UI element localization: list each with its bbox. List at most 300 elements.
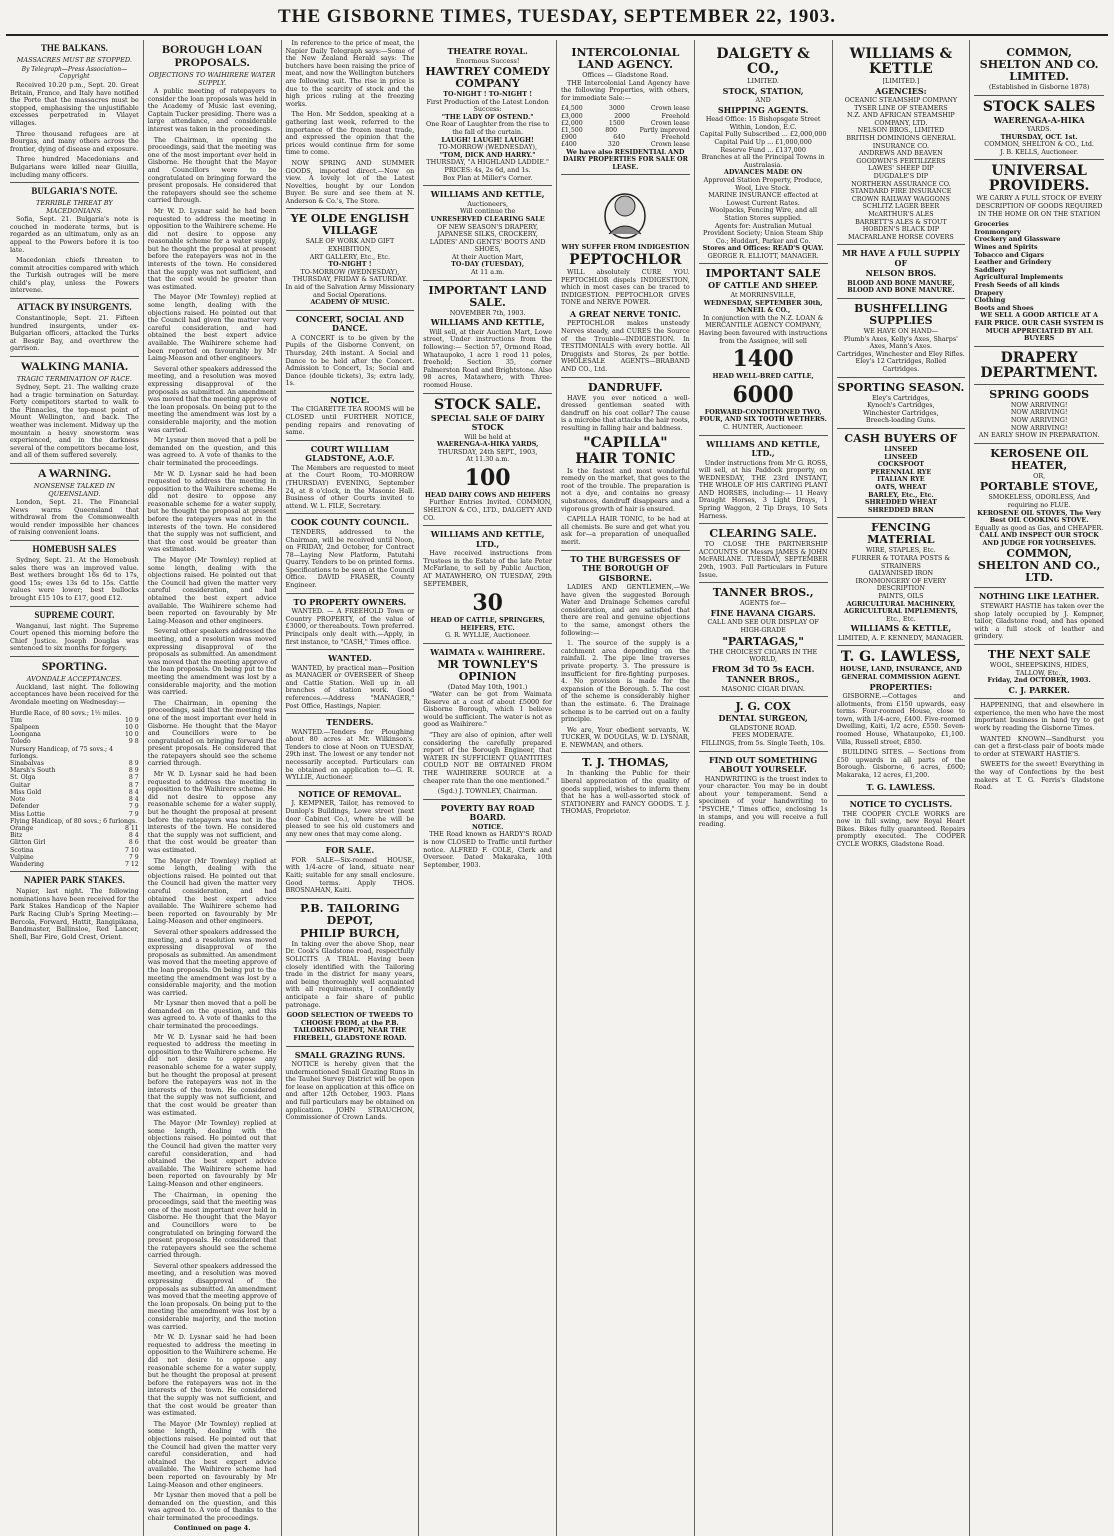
text-line: ADVANCES MADE ON <box>723 168 803 177</box>
text-line: COMMON, SHELTON & CO., Ltd. <box>984 140 1094 149</box>
text-line: MASONIC CIGAR DIVAN. <box>721 684 805 693</box>
masthead <box>6 0 1108 36</box>
text-line: WEDNESDAY, SEPTEMBER 30th, <box>703 298 823 307</box>
text-line: PORTABLE STOVE, <box>979 480 1099 494</box>
ad-cook-county <box>286 513 415 589</box>
subhead-massacres: MASSACRES MUST BE STOPPED. <box>16 56 132 64</box>
text-line: NOW ARRIVING! <box>1010 400 1068 409</box>
ad-drapery <box>974 346 1104 381</box>
headline-supreme-court: SUPREME COURT. <box>34 609 115 620</box>
text-line: Glitton Girl <box>10 839 46 847</box>
article-paragraph: Several other speakers addressed the meeting, and a resolution was moved expressing disapproval of the proposals as submitted. An amendment was moved that the meeting approve of the loan proposals. On being put to the meeting the amendment was lost by a considerable majority, and the motion was carried. <box>147 1261 277 1331</box>
text-line: INTERCOLONIAL LAND AGENCY. <box>571 46 680 71</box>
text-line: 8 4 <box>128 832 139 840</box>
text-line: 8 4 <box>128 796 139 804</box>
text-line: KEROSENE OIL STOVES, The Very Best OIL COOKING STOVE. <box>977 508 1101 525</box>
text-line: HAPPENING, that and elsewhere in experience, the men who have the most important business in hand try to get work by reading the Gisborne Times. <box>974 701 1104 732</box>
text-line: FIND OUT SOMETHING ABOUT YOURSELF. <box>709 754 818 775</box>
article-paragraph: Constantinople, Sept. 21. Fifteen hundred insurgents, under ex-Bulgarian officers, attacked the Turks at Besgir Bay, and overthrew the garrison. <box>10 314 139 353</box>
article-paragraph: Macedonian chiefs threaten to commit atrocities compared with which the Turkish outrages will be mere child's play, unless the Powers intervene. <box>10 256 139 295</box>
article-paragraph: The Mayor (Mr Townley) replied at some length, dealing with the objections raised. He pointed out that the Council had given the matter very careful consideration, and had obtained the best expert advice available. The Waihirere scheme had been reported on favourably by Mr Laing-Meason and other engineers. <box>147 1419 277 1489</box>
text-line: DALGETY & CO., <box>716 46 810 77</box>
ad-lawless <box>837 645 966 792</box>
text-line: Spalpeen <box>10 724 40 732</box>
headline-bulgaria-note: BULGARIA'S NOTE. <box>31 186 118 197</box>
text-line: 1500 <box>608 119 625 127</box>
text-line: HOBDEN'S BLACK DIP <box>862 225 939 234</box>
headline-balkans: THE BALKANS. <box>40 43 108 53</box>
text-line: WANTED, by practical man—Position as MANAGER or OVERSEER of Sheep and Cattle Station. Well up in all branches of station work. Good references.—Address "MANAGER," Post Office, Hastings, Napier. <box>285 663 415 710</box>
text-line: Loongana <box>10 731 41 739</box>
text-line: SPORTING SEASON. <box>837 380 965 394</box>
text-line: WANTED.—Tenders for Ploughing about 80 acres at Mr. Wilkinson's. Tenders to close at Noon on TUESDAY, 29th inst. The lowest or any tender not necessarily accepted. Particulars can be obtained on application to—G. R. WYLLIE, Auctioneer. <box>285 727 415 782</box>
text-line: Vulpine <box>10 853 34 861</box>
text-line: SHREDDED WHEAT <box>864 498 937 507</box>
text-line: TENDERS. <box>326 717 374 728</box>
text-line: ITALIAN RYE <box>877 475 925 484</box>
text-line: Defender <box>10 803 40 811</box>
text-line: Note <box>10 796 26 804</box>
text-line: PEPTOCHLOR makes unsteady Nerves steady, and CURES the Source of the Trouble—INDIGESTION. In TESTIMONIALS with every bottle. All Druggists and Stores, 2s per bottle. WHOLESALE AGENTS—BRABAND AND CO., Ltd. <box>561 319 690 373</box>
text-line: 100 <box>464 464 511 491</box>
text-line: Friday, 2nd OCTOBER, 1903. <box>987 676 1091 685</box>
text-line: Further Entries Invited. COMMON, SHELTON & CO., LTD., DALGETY AND CO. <box>423 498 552 522</box>
article-paragraph: The Chairman, in opening the proceedings, said that the meeting was one of the most important ever held in Gisborne. He thought that the Mayor and Councillors were to be congratulated on bringing forward the present proposals. He considered that the ratepayers should see the scheme carried through. <box>147 135 277 205</box>
text-line: TO PROPERTY OWNERS. <box>293 596 407 607</box>
continued-note: Continued on page 4. <box>173 1524 251 1533</box>
text-line: Plumb's Axes, Kelly's Axes, Sharps' Axes, Mann's Axes. <box>843 334 958 351</box>
text-line: 7 10 <box>124 846 139 854</box>
list-item <box>10 746 139 760</box>
article-paragraph: Mr Lysnar then moved that a poll be demanded on the question, and this was agreed to. A vote of thanks to the chair terminated the proceedings. <box>147 1491 277 1522</box>
text-line: 10 9 <box>124 716 139 724</box>
text-line: NOTICE TO CYCLISTS. <box>849 799 953 810</box>
text-line: Ironmongery <box>974 227 1021 236</box>
ad-thomas <box>561 752 690 816</box>
text-line: TO-DAY (TUESDAY), <box>451 260 525 269</box>
text-line: LINSEED <box>884 445 918 453</box>
text-line: HANDWRITING is the truest index to your character. You may be in doubt about your temperament. Send a specimen of your handwriting to "PSYCHE," Times office, enclosing 1s in stamps, and you will receive a full reading. <box>698 774 828 829</box>
article-paragraph: Mr W. D. Lysnar said he had been requested to address the meeting in opposition to the Waihirere scheme. He did not desire to oppose any reasonable scheme for a water supply, but he thought the proposal at present before the ratepayers was not in the interests of the town. He considered that the supply was not sufficient, and that the cost would be greater than was estimated. <box>147 770 277 854</box>
ad-removal <box>286 785 415 838</box>
table-row <box>561 127 690 134</box>
text-line: SHREDDED BRAN <box>867 505 934 514</box>
list-item <box>10 767 139 774</box>
text-line: CALL AND INSPECT OUR STOCK AND JUDGE FOR YOURSELVES. <box>979 531 1099 547</box>
headline-homebush: HOMEBUSH SALES <box>32 543 117 554</box>
text-line: NOW ARRIVING! <box>1010 415 1068 424</box>
text-line: Capital Fully Subscribed ... £2,000,000 <box>699 130 827 139</box>
headline-borough-loan: BOROUGH LOAN PROPOSALS. <box>161 42 263 69</box>
text-line: IMPORTANT LAND SALE. <box>428 283 547 309</box>
article-paragraph: Mr Lysnar then moved that a poll be demanded on the question, and this was agreed to. A vote of thanks to the chair terminated the proceedings. <box>147 436 277 467</box>
ad-sporting-season <box>837 377 966 425</box>
text-line: Breech-loading Guns. <box>865 416 936 425</box>
text-line: £2,000 <box>561 119 583 127</box>
text-line: NORTHERN ASSURANCE CO. <box>851 179 951 188</box>
headline-insurgents: ATTACK BY INSURGENTS. <box>17 302 132 313</box>
text-line: LIMITED, A. F. KENNEDY, MANAGER. <box>838 633 964 642</box>
text-line: PAINTS, OILS <box>878 591 924 600</box>
subhead-tragic: TRAGIC TERMINATION OF RACE. <box>16 375 132 384</box>
text-line: TO-MORROW (WEDNESDAY), THURSDAY, FRIDAY & SATURDAY. <box>292 267 408 284</box>
text-line: Fresh Seeds of all kinds <box>974 281 1060 289</box>
text-line: COMMON, SHELTON AND CO. LIMITED. <box>979 46 1099 83</box>
list-item <box>10 803 139 810</box>
text-line: THURSDAY, OCT. 1st. <box>1000 132 1078 141</box>
text-line: SMALL GRAZING RUNS. <box>294 1049 406 1060</box>
ad-matawhero-sale <box>423 525 552 640</box>
text-line: [LIMITED.] <box>882 77 920 85</box>
text-line: 10 0 <box>124 724 139 732</box>
text-line: Branches at all the Principal Towns in Australasia. <box>701 153 825 169</box>
text-line: PHILIP BURCH, <box>299 926 400 940</box>
text-line: SCHLITZ LAGER BEER <box>862 202 940 211</box>
text-line: WILLIAMS AND KETTLE, <box>430 317 545 328</box>
text-line: WE HAVE ON HAND— <box>863 327 939 336</box>
headline-warning: A WARNING. <box>37 465 111 480</box>
text-line: HOUSE, LAND, INSURANCE, AND GENERAL COMMISSION AGENT. <box>839 665 962 681</box>
article-paragraph: The Mayor (Mr Townley) replied at some length, dealing with the objections raised. He pointed out that the Council had given the matter very careful consideration, and had obtained the best expert advice available. The Waihirere scheme had been reported on favourably by Mr Laing-Meason and other engineers. <box>147 556 277 625</box>
text-line: BLOOD AND BONE MANURE, <box>847 278 955 287</box>
article-paragraph: Three thousand refugees are at Bourgas, and many others across the frontier, dying of disease and exposure. <box>10 129 139 153</box>
text-line: N.Z. AND AFRICAN STEAMSHIP COMPANY, LTD. <box>847 111 955 127</box>
text-line: COCKSFOOT <box>877 460 925 469</box>
text-line: 8 7 <box>128 774 139 782</box>
text-line: CAPILLA HAIR TONIC, to be had at all chemists. Be sure and get what you ask for—a preparation of unequalled merit. <box>561 515 690 546</box>
table-row <box>561 105 690 112</box>
ad-land-sale <box>423 280 552 390</box>
text-line: DUGDALE'S DIP <box>873 172 929 181</box>
ad-williams-kettle-agencies <box>837 43 966 241</box>
text-line: NELSON BROS., LIMITED <box>857 126 945 135</box>
text-line: SWEETS for the sweet! Everything in the way of Confections by the best makers at T. G. Ferris's Gladstone Road. <box>974 760 1104 792</box>
ad-clearing-sale <box>423 185 552 276</box>
text-line: G. R. WYLLIE, Auctioneer. <box>445 631 531 640</box>
text-line: SHIPPING AGENTS. <box>717 104 809 115</box>
article-paragraph: Sofia, Sept. 21. Bulgaria's note is couched in moderate terms, but is regarded as an ultimatum, only as an appeal to the Powers before it is too late. <box>10 215 139 254</box>
ad-peptochlor <box>561 174 690 373</box>
list-item <box>10 847 139 854</box>
text-line: ART GALLERY, Etc., Etc. <box>309 252 391 261</box>
list-item <box>10 738 139 745</box>
ad-court-gladstone <box>286 440 415 511</box>
ad-notice <box>286 391 415 437</box>
text-line: CROWN RAILWAY WAGGONS <box>851 194 950 203</box>
text-line: Will sell, at their Auction Mart, Lowe street, Under instructions from the following:— Section 57, Ormond Road, Whataupoko, 1 acre 1 rood 11 poles, freehold; Section 35, corner Palmerston Road and Brightstone. Also 98 acres, Matawhero, with Three-roomed House. <box>423 327 552 389</box>
text-line: NOTICE. <box>330 394 370 405</box>
text-line: BUILDING SITES. — Sections from £50 upwards in all parts of the Borough. Gisborne, 6 acres, £600; Makaraka, 12 acres, £1,200. <box>836 748 966 779</box>
list-item <box>10 789 139 796</box>
text-line: Miss Gold <box>10 788 42 796</box>
ad-theatre-royal <box>423 43 552 182</box>
article-paragraph: NOW SPRING AND SUMMER GOODS, imported direct.—Now on view. A lovely lot of the Latest Novelties, bought by our London Buyer. Be sure and see them at N. Anderson & Co.'s, The Store. <box>285 158 415 205</box>
text-line: UNIVERSAL PROVIDERS. <box>988 163 1090 195</box>
ad-dandruff <box>561 377 690 547</box>
article-paragraph: The Mayor (Mr Townley) replied at some length, dealing with the objections raised. He pointed out that the Council had given the matter very careful consideration, and had obtained the best expert advice available. The Waihirere scheme had been reported on favourably by Mr Laing-Meason and other engineers. <box>147 856 277 926</box>
text-line: FURRER & TOTARA POSTS & STRAINERS <box>851 553 951 570</box>
text-line: £900 <box>561 134 577 142</box>
text-line: Toledo <box>10 738 31 746</box>
text-line: WE SELL A GOOD ARTICLE AT A FAIR PRICE. OUR CASH SYSTEM IS MUCH APPRECIATED BY ALL BUYERS <box>974 311 1104 343</box>
newspaper-title: THE GISBORNE TIMES, TUESDAY, SEPTEMBER 22, 1903. <box>278 6 836 27</box>
text-line: IMPORTANT SALE <box>705 267 821 281</box>
text-line: SALE OF WORK AND GIFT EXHIBITION, <box>305 237 395 254</box>
text-line: IRONMONGERY OF EVERY DESCRIPTION <box>855 576 947 593</box>
text-line: Will continue the <box>459 207 516 216</box>
text-line: 2000 <box>614 112 630 120</box>
ad-leather <box>974 587 1104 640</box>
text-line: In taking over the above Shop, near Dr. Cook's Gladstone road, respectfully SOLICITS A TRIAL. Having been closely identified with the Tailoring trade in the district for many years, and being thoroughly well acquainted with all requirements, I confidently anticipate a fair share of public patronage. <box>285 939 415 1009</box>
ad-spring-goods <box>974 384 1104 440</box>
text-line: COURT WILLIAM GLADSTONE, A.O.F. <box>305 443 395 464</box>
text-line: THURSDAY, 24th SEPT., 1903, <box>438 447 538 456</box>
text-line: POVERTY BAY ROAD BOARD. <box>440 802 535 823</box>
text-line: Wines and Spirits <box>974 243 1038 252</box>
text-line: HAVE you ever noticed a well-dressed gentleman seated with dandruff on his coat collar? The cause is a microbe that attacks the hair roots, resulting in falling hair and baldness. <box>561 393 690 432</box>
text-line: Under instructions from Mr G. ROSS, will sell, at his Paddock property, on WEDNESDAY, THE 23rd INSTANT, THE WHOLE OF HIS CARTING PLANT AND HORSES, including:— 11 Heavy Draught Horses, 3 Light Drays, 1 Spring Waggon, 2 Tip Drays, 10 Sets Harness. <box>698 458 828 520</box>
text-line: HEAD OF CATTLE, SPRINGERS, HEIFERS, ETC. <box>430 616 545 632</box>
article-paragraph: Sydney, Sept. 21. The walking craze had a tragic termination on Saturday. Forty competitors started to walk to the Pinnacles, the top-most point of Mount Wellington, and back. The weather was inclement. Midway up the mountain a heavy snowstorm was experienced, and in the darkness several of the competitors became lost, and all of them suffered severely. <box>10 383 139 460</box>
text-line: WE CARRY A FULL STOCK OF EVERY DESCRIPTION OF GOODS REQUIRED IN THE HOME OR ON THE STATION <box>975 194 1103 218</box>
text-line: NOTICE. <box>471 822 504 831</box>
text-line: Head Office: 15 Bishopsgate Street Within, London, E.C. <box>705 115 821 131</box>
text-line: TO-NIGHT ! TO-NIGHT ! <box>443 90 533 99</box>
article-paragraph: Mr W. D. Lysnar said he had been requested to address the meeting in opposition to the Waihirere scheme. He did not desire to oppose any reasonable scheme for a water supply, but he thought the proposal at present before the ratepayers was not in the interests of the town. He considered that the supply was not sufficient, and that the cost would be greater than was estimated. <box>147 1032 277 1117</box>
text-line: T. G. LAWLESS. <box>866 781 936 792</box>
text-line: 8 4 <box>128 788 139 796</box>
text-line: OR, <box>1033 471 1046 480</box>
text-line: Having been favoured with instructions from the Assignee, will sell <box>698 328 828 345</box>
ad-fencing-material <box>837 517 966 642</box>
text-line: Crown lease <box>650 141 690 149</box>
text-line: Marsh's South <box>10 767 56 775</box>
text-line: WILLIAMS AND KETTLE, LTD., <box>430 529 545 549</box>
text-line: WOOL, SHEEPSKINS, HIDES, TALLOW, Etc., <box>989 660 1089 677</box>
text-line: TO-MORROW (WEDNESDAY), <box>438 143 538 152</box>
list-item <box>10 731 139 738</box>
text-line: In aid of the Salvation Army Missionary and Social Operations. <box>285 283 415 299</box>
text-line: 7 12 <box>124 860 139 868</box>
text-line: YE OLDE ENGLISH VILLAGE <box>290 212 409 238</box>
text-line: WHY SUFFER FROM INDIGESTION <box>561 243 690 252</box>
list-item <box>10 811 139 818</box>
text-line: T. J. THOMAS, <box>582 756 669 770</box>
text-line: Box Plan at Miller's Corner. <box>442 173 533 182</box>
text-line: PRICES: 4s, 2s 6d, and 1s. <box>444 166 531 175</box>
text-line: MR HAVE A FULL SUPPLY OF <box>841 248 960 268</box>
text-line: THE CHOICEST CIGARS IN THE WORLD, <box>709 647 818 664</box>
text-line: FOR SALE. <box>325 845 375 856</box>
list-item <box>10 760 139 767</box>
list-item <box>10 717 139 724</box>
text-line: "TOM, DICK AND HARRY." <box>439 150 536 159</box>
text-line: Crown lease <box>650 105 690 113</box>
text-line: NOTHING LIKE LEATHER. <box>979 591 1100 602</box>
ad-waimata <box>423 643 552 796</box>
text-line: GALVANISED IRON <box>868 569 934 578</box>
ad-bushfelling <box>837 298 966 374</box>
text-line: Scotina <box>10 846 34 854</box>
text-line: GOODWIN'S FERTILIZERS <box>856 156 946 165</box>
text-line: AGRICULTURAL IMPLEMENTS, <box>843 607 958 616</box>
text-line: 10 0 <box>124 731 139 739</box>
ad-common-shelton <box>974 43 1104 92</box>
article-paragraph: Three hundred Macedonians and Bulgarians were killed near Giuilla, including many officers. <box>10 155 139 179</box>
text-line: A CONCERT is to be given by the Pupils of the Gisborne Convent, on Thursday, 24th instant. A Social and Dance to be held after the Concert. Admission to Concert, 1s; Social and Dance (double tickets), 3s; extra lady, 1s. <box>285 333 415 388</box>
text-line: Agricultural Implements <box>974 273 1063 282</box>
text-line: Eley's Cartridges, <box>871 393 930 402</box>
ad-tenders <box>286 713 415 782</box>
ad-tailoring-depot <box>286 898 415 1043</box>
text-line: FOR SALE—Six-roomed HOUSE, with 1/4-acre of land, situate near Kaiti; suitable for any small enclosure. Good terms. Apply THOS. BROSNAHAN, Kaiti. <box>285 855 415 895</box>
text-line: In thanking the Public for their liberal appreciation of the quality of goods supplied, wishes to inform them that he has a well-assorted stock of STATIONERY and FANCY GOODS. T. J. THOMAS, Proprietor. <box>561 769 690 816</box>
text-line: THE COOPER CYCLE WORKS are now in full swing, new Royal Heart Bikes. Bikes fully guaranteed. Repairs promptly executed. The COOPER CYCLE WORKS, Gladstone Road. <box>836 809 966 848</box>
text-line: McARTHUR'S ALES <box>868 210 934 218</box>
text-line: CASH BUYERS OF <box>844 432 958 445</box>
text-line: Capital Paid Up ... £1,000,000 <box>714 137 812 146</box>
text-line: Clothing <box>974 296 1006 305</box>
text-line: The CIGARETTE TEA ROOMS will be CLOSED until FURTHER NOTICE, pending repairs and renovating of same. <box>285 405 415 437</box>
text-line: Groceries <box>974 220 1009 229</box>
text-line: At MORRINSVILLE, <box>730 290 796 299</box>
text-line: Bitz <box>10 832 23 840</box>
text-line: TO-NIGHT ! <box>328 260 372 269</box>
text-line: ANDREWS AND BEAVEN <box>859 149 943 158</box>
text-line: ACADEMY OF MUSIC. <box>310 298 390 307</box>
text-line: Freehold <box>661 134 690 142</box>
column-2 <box>144 40 282 1536</box>
text-line: 8 9 <box>128 767 139 775</box>
text-line: 8 9 <box>128 760 139 768</box>
text-line: Partly improved <box>639 126 690 134</box>
article-paragraph: A public meeting of ratepayers to consider the loan proposals was held in the Academy of Music last evening, Captain Tucker presiding. There was a large attendance, and considerable interest was taken in the proceedings. <box>147 87 277 133</box>
ad-olde-english-village <box>286 208 415 306</box>
text-line: Sinabalvas <box>10 760 44 768</box>
text-line: TANNER BROS., <box>726 674 800 685</box>
text-line: OF CATTLE AND SHEEP. <box>708 280 819 291</box>
text-line: Tim <box>10 716 22 724</box>
ad-universal-providers <box>974 159 1104 342</box>
article-paragraph: Mr W. D. Lysnar said he had been requested to address the meeting in opposition to the Waihirere scheme. He did not desire to oppose any reasonable scheme for a water supply, but he thought the proposal at present before the ratepayers was not in the interests of the town. He considered that the supply was not sufficient, and that the cost would be greater than was estimated. <box>147 469 277 554</box>
article-paragraph: Several other speakers addressed the meeting, and a resolution was moved expressing disapproval of the proposals as submitted. An amendment was moved that the meeting approve of the loan proposals. On being put to the meeting the amendment was lost by a considerable majority, and the motion was carried. <box>147 364 277 434</box>
text-line: FROM 3d TO 5s EACH. <box>711 663 815 674</box>
text-line: FINE HAVANA CIGARS. <box>710 607 816 618</box>
text-line: P.B. TAILORING DEPOT, <box>300 901 400 927</box>
text-line: C. HUNTER, Auctioneer. <box>723 422 804 431</box>
text-line: Woolpacks, Fencing Wire, and all Station Stores supplied. <box>709 206 817 222</box>
text-line: "Water can be got from Waimata Reserve at a cost of about £5000 for Gisborne Borough, which I believe would be sufficient. The water is not as good as Waihirere." <box>423 690 552 729</box>
text-line: FORWARD-CONDITIONED TWO, FOUR, AND SIX TOOTH WETHERS. <box>699 407 827 424</box>
text-line: St. Olga <box>10 774 36 782</box>
text-line: 1. The source of the supply is a catchment area depending on the rainfall. 2. The pipe line traverses private property. 3. The pressure is insufficient for fire-fighting purposes. 4. No provision is made for the expansion of the Borough. 5. The cost of the scheme is considerably higher than the estimate. 6. The Drainage scheme is to be carried out on a faulty principle. <box>561 639 690 724</box>
text-line: 30 <box>472 590 503 617</box>
text-line: STEWART HASTIE has taken over the shop lately occupied by J. Kempner, tailor, Gladstone road, and has opened with a full stock of leather and grindery. <box>974 601 1104 641</box>
text-line: Crockery and Glassware <box>974 235 1061 244</box>
article-paragraph: Mr W. D. Lysnar said he had been requested to address the meeting in opposition to the Waihirere scheme. He did not desire to oppose any reasonable scheme for a water supply, but he thought the proposal at present before the ratepayers was not in the interests of the town. He considered that the supply was not sufficient, and that the cost would be greater than was estimated. <box>147 1333 277 1418</box>
list-item <box>10 832 139 839</box>
text-line: (Established in Gisborne 1878) <box>988 83 1090 91</box>
column-4 <box>419 40 557 1536</box>
text-line: MARINE INSURANCE effected at Lowest Current Rates. <box>708 191 819 207</box>
ad-stock-sales <box>974 95 1104 157</box>
text-line: AND <box>755 96 771 105</box>
text-line: HEAD WELL-BRED CATTLE, <box>712 372 814 381</box>
text-line: NOVEMBER 7th, 1903. <box>449 308 526 317</box>
text-line: We are, Your obedient servants, W. TUCKER, W. DOUGLAS, W. D. LYSNAR, E. NEWMAN, and others. <box>561 725 690 749</box>
text-line: SPRING GOODS <box>989 387 1090 401</box>
text-line: OATS, WHEAT <box>875 482 927 491</box>
article-paragraph: London, Sept. 21. The Financial News warns Queensland that withdrawal from the Commonwealth would render impossible her chances of raising convenient loans. <box>10 497 139 537</box>
text-line: CONCERT, SOCIAL AND DANCE. <box>295 313 404 334</box>
text-line: £4,500 <box>561 105 583 113</box>
headline-napier-park: NAPIER PARK STAKES. <box>23 875 125 886</box>
text-line: BUSHFELLING SUPPLIES <box>854 302 948 328</box>
text-line: WAIMATA v. WAIHIRERE. <box>430 647 546 657</box>
subhead-queensland: NONSENSE TALKED IN QUEENSLAND. <box>33 481 115 498</box>
text-line: 800 <box>605 126 618 134</box>
text-line: £400 <box>561 141 577 149</box>
text-line: WANTED. <box>328 653 372 664</box>
text-line: COMMON, SHELTON AND CO., LTD. <box>977 547 1101 585</box>
text-line: J. KEMPNER, Tailor, has removed to Dunlop's Buildings, Lowe street (next door Cabinet Co.), where he will be pleased to see his old customers and any new ones that may come along. <box>285 799 415 838</box>
column-3 <box>282 40 420 1536</box>
text-line: LADIES AND GENTLEMEN,—We have given the suggested Borough Water and Drainage Schemes careful consideration, and are satisfied that there are real and genuine objections to the same, amongst others the following:— <box>561 583 690 637</box>
text-line: Boots and Shoes <box>974 303 1034 312</box>
list-item <box>10 818 139 825</box>
table-row <box>561 120 690 127</box>
text-line: FENCING MATERIAL <box>867 521 935 547</box>
text-line: 6000 <box>732 381 794 408</box>
text-line: AGENTS for— <box>739 599 787 608</box>
text-line: PROPERTIES: <box>869 681 933 692</box>
ad-important-sale <box>699 263 828 431</box>
text-line: HEAD DAIRY COWS AND HEIFERS <box>424 490 551 499</box>
text-line: THE NEXT SALE <box>987 647 1091 661</box>
text-line: £1,500 <box>561 126 583 134</box>
ad-misc <box>974 698 1104 792</box>
article-paragraph: Auckland, last night. The following acceptances have been received for the Avondale meeting on Wednesday:— <box>10 682 139 707</box>
list-item <box>10 861 139 868</box>
list-item <box>10 710 139 717</box>
text-line: SMOKELESS, ODORLESS, And requiring no FLUE. <box>988 493 1090 509</box>
text-line: BRITISH DOMINIONS GENERAL INSURANCE CO. <box>846 134 956 150</box>
article-paragraph: The Mayor (Mr Townley) replied at some length, dealing with the objections raised. He pointed out that the Council had given the matter very careful consideration, and had obtained the best expert advice available. The Waihirere scheme had been reported on favourably by Mr Laing-Meason and other engineers. <box>147 1119 277 1188</box>
subhead-avondale: AVONDALE ACCEPTANCES. <box>26 674 122 683</box>
text-line: Guitar <box>10 781 31 789</box>
ad-road-board <box>423 799 552 870</box>
article-paragraph: Several other speakers addressed the meeting, and a resolution was moved expressing disapproval of the proposals as submitted. An amendment was moved that the meeting approve of the loan proposals. On being put to the meeting the amendment was lost by a considerable majority, and the motion was carried. <box>147 927 277 997</box>
text-line: First Production of the Latest London Success: <box>426 97 549 114</box>
text-line: Nursery Handicap, of 75 sovs.; 4 furlongs. <box>10 745 114 760</box>
text-line: "They are also of opinion, after well considering the carefully prepared report of the Borough Engineer, that WATER IN SUFFICIENT QUANTITIES COULD NOT BE OBTAINED FROM THE WAIHIRERE SOURCE at a cheaper rate than the one mentioned." <box>423 731 552 785</box>
text-line: WANTED. — A FREEHOLD Town or Country PROPERTY, of the value of £3000, or thereabouts. Town preferred. Principals only dealt with.—Apply, in first instance, to "CASH," Times office. <box>285 607 415 646</box>
text-line: MR TOWNLEY'S OPINION <box>437 657 538 683</box>
text-line: "THE LADY OF OSTEND." <box>441 112 534 121</box>
text-line: Drapery <box>974 288 1003 297</box>
text-line: TENDERS, addressed to the Chairman, will be received until Noon, on FRIDAY, 2nd October, for Contract 78—Laying New Platform, Patutahi Quarry. Tenders to be on printed forms. Specifications to be seen at the Council Office. DAVID FRASER, County Engineer. <box>285 527 415 590</box>
text-line: NOTICE is hereby given that the undermentioned Small Grazing Runs in the Tauhei Survey District will be open for lease on application at this office on and after 12th October, 1903. Plans and full particulars may be obtained on application. JOHN STRAUCHON, Commissioner of Crown Lands. <box>285 1060 415 1122</box>
text-line: STOCK SALE. <box>433 396 542 413</box>
text-line: TO CLOSE THE PARTNERSHIP ACCOUNTS Of Messrs JAMES & JOHN McFARLANE. TUESDAY, SEPTEMBER 29th, 1903. Full Particulars in Future Issue. <box>698 540 828 579</box>
newspaper-page <box>6 39 1108 1533</box>
text-line: WILLIAMS & KETTLE, <box>850 623 952 634</box>
text-line: Enormous Success! <box>455 56 520 65</box>
text-line: At their Auction Mart, <box>451 252 524 261</box>
acceptances-list <box>10 710 139 868</box>
text-line: THURSDAY, "A HIGHLAND LADDIE." <box>426 158 549 167</box>
text-line: NOW ARRIVING! <box>1010 423 1068 432</box>
